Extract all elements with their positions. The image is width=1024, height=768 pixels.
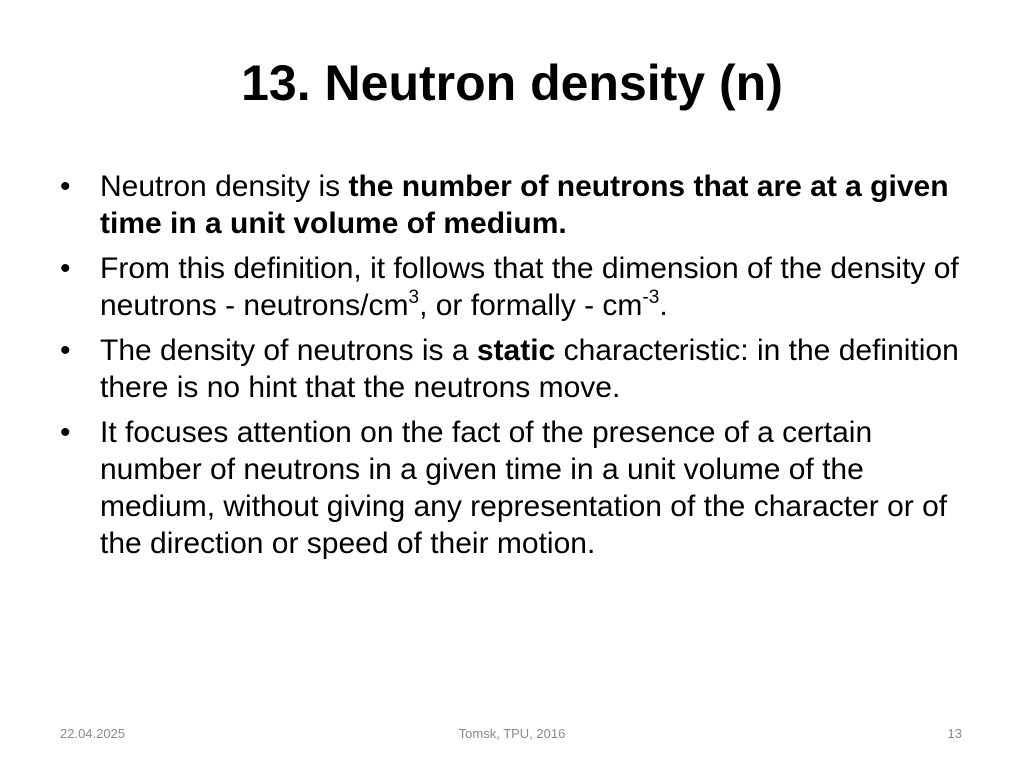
footer-date: 22.04.2025 xyxy=(60,726,126,741)
bullet-text: The density of neutrons is a xyxy=(100,334,477,367)
bullet-text: From this definition, it follows that the dimension of the density of neutrons - neutrons/cm xyxy=(100,252,959,322)
slide-title: 13. Neutron density (n) xyxy=(241,55,783,111)
footer-center-text: Tomsk, TPU, 2016 xyxy=(458,726,566,741)
bullet-text: characteristic: in the definition there is no hint that the neutrons move. xyxy=(100,334,959,404)
bullet-bold-text: static xyxy=(476,334,556,367)
bullet-icon: • xyxy=(60,170,71,203)
bullet-text: Neutron density is xyxy=(100,170,349,203)
bullet-bold-text: the number of neutrons that are at a given time in a unit volume of medium. xyxy=(100,170,949,240)
bullet-item-dimension xyxy=(58,250,963,324)
bullet-item-focus xyxy=(58,414,963,562)
bullet-icon: • xyxy=(60,334,71,367)
bullet-item-definition xyxy=(58,168,963,242)
slide-number: 13 xyxy=(947,726,962,741)
bullet-text: , or formally - cm xyxy=(419,289,643,322)
bullet-icon: • xyxy=(60,416,71,449)
bullet-icon: • xyxy=(60,252,71,285)
bullet-list xyxy=(58,168,963,570)
superscript: 3 xyxy=(408,287,420,308)
bullet-text: It focuses attention on the fact of the presence of a certain number of neutrons in a given time in a unit volume of the medium, without giving any representation of the character or of the direction or speed of their motion. xyxy=(100,416,948,560)
bullet-item-static xyxy=(58,332,963,406)
bullet-text: . xyxy=(659,289,668,322)
superscript: -3 xyxy=(642,287,660,308)
